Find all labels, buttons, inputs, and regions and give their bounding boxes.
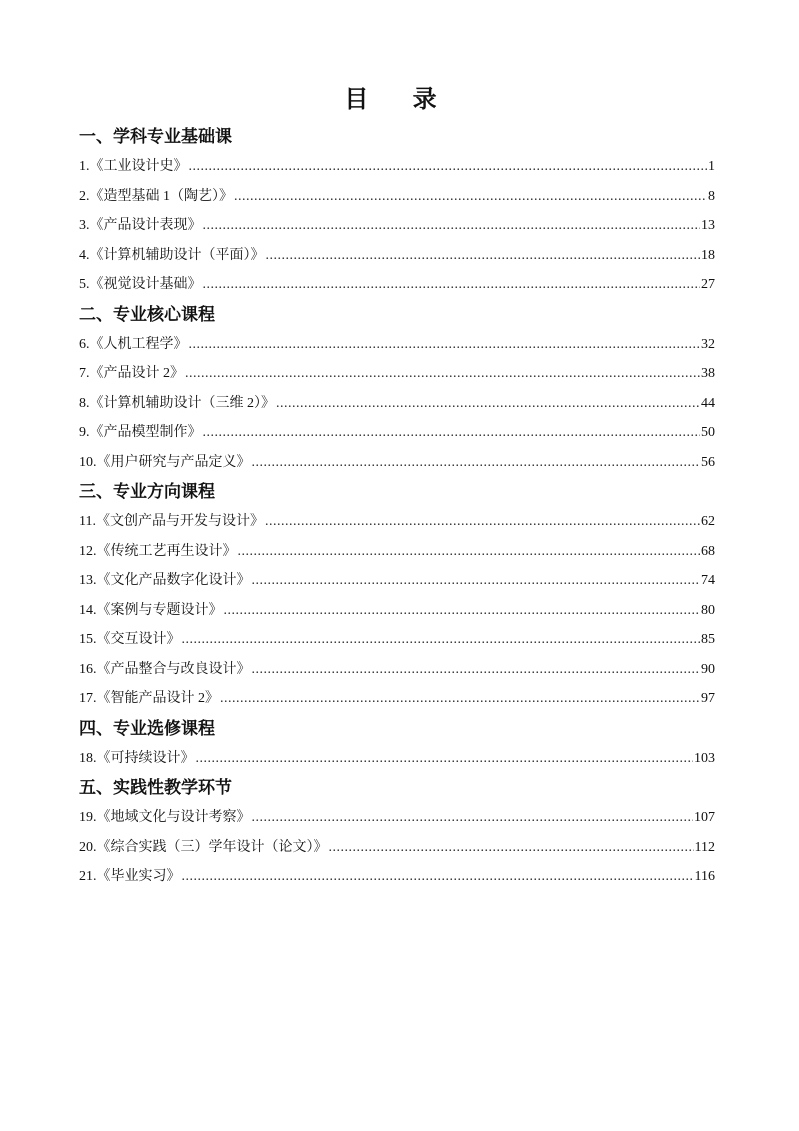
dot-leader (252, 566, 701, 596)
toc-entry-page-number: 62 (701, 514, 715, 529)
toc-entry-page-number: 103 (694, 750, 715, 766)
toc-entry-title: 20.《综合实践（三）学年设计（论文）》 (79, 839, 328, 855)
page-title: 目 录 (344, 85, 455, 113)
toc-entry[interactable] (79, 389, 715, 419)
dot-leader (266, 241, 701, 271)
toc-entry-title: 14.《案例与专题设计》 (79, 602, 223, 618)
toc-entry-page-number: 32 (701, 336, 715, 352)
toc-entry[interactable] (79, 537, 715, 567)
toc-entry-page-number: 8 (708, 188, 715, 204)
toc-entry[interactable] (79, 625, 715, 655)
toc-entry-title: 6.《人机工程学》 (79, 336, 188, 352)
toc-entry-page-number: 1 (708, 159, 715, 174)
toc-entry-title: 11.《文创产品与开发与设计》 (79, 514, 264, 529)
toc-entry-title: 10.《用户研究与产品定义》 (79, 454, 251, 470)
toc-entry-title: 7.《产品设计 2》 (79, 366, 184, 381)
toc-entry-title: 13.《文化产品数字化设计》 (79, 573, 251, 588)
toc-entry-page-number: 13 (701, 218, 715, 233)
toc-entry-title: 4.《计算机辅助设计（平面）》 (79, 247, 265, 263)
toc-entry[interactable] (79, 803, 715, 833)
toc-entry-title: 18.《可持续设计》 (79, 750, 195, 766)
toc-entry-page-number: 107 (694, 810, 715, 825)
toc-entry-title: 15.《交互设计》 (79, 632, 181, 647)
toc-entry-page-number: 27 (701, 277, 715, 292)
toc-entry-page-number: 74 (701, 573, 715, 588)
toc-entry[interactable] (79, 270, 715, 300)
toc-entry-title: 16.《产品整合与改良设计》 (79, 661, 251, 677)
table-of-contents (79, 122, 715, 892)
dot-leader (329, 833, 694, 863)
toc-entry[interactable] (79, 359, 715, 389)
toc-entry-title: 3.《产品设计表现》 (79, 218, 202, 233)
toc-entry-page-number: 116 (694, 869, 715, 884)
dot-leader (252, 448, 701, 478)
toc-entry-page-number: 80 (701, 602, 715, 618)
toc-entry-title: 21.《毕业实习》 (79, 869, 181, 884)
toc-entry-page-number: 97 (701, 691, 715, 706)
dot-leader (238, 537, 701, 567)
section-heading: 四、专业选修课程 (79, 718, 215, 739)
dot-leader (203, 418, 701, 448)
dot-leader (203, 270, 701, 300)
toc-entry-page-number: 18 (701, 247, 715, 263)
toc-entry[interactable] (79, 418, 715, 448)
dot-leader (252, 803, 694, 833)
dot-leader (224, 596, 701, 626)
dot-leader (189, 152, 708, 182)
dot-leader (265, 507, 700, 537)
toc-entry[interactable] (79, 744, 715, 774)
toc-entry-title: 5.《视觉设计基础》 (79, 277, 202, 292)
toc-entry-page-number: 38 (701, 366, 715, 381)
toc-entry[interactable] (79, 655, 715, 685)
toc-entry[interactable] (79, 152, 715, 182)
dot-leader (185, 359, 700, 389)
toc-entry[interactable] (79, 448, 715, 478)
toc-entry-title: 9.《产品模型制作》 (79, 425, 202, 440)
dot-leader (220, 684, 700, 714)
dot-leader (196, 744, 694, 774)
dot-leader (252, 655, 701, 685)
toc-entry-title: 12.《传统工艺再生设计》 (79, 543, 237, 559)
toc-entry[interactable] (79, 241, 715, 271)
dot-leader (203, 211, 701, 241)
toc-entry-page-number: 50 (701, 425, 715, 440)
dot-leader (182, 625, 701, 655)
section-heading: 一、学科专业基础课 (79, 127, 232, 147)
toc-entry-title: 17.《智能产品设计 2》 (79, 691, 219, 706)
dot-leader (276, 389, 700, 419)
toc-entry[interactable] (79, 330, 715, 360)
section-heading: 三、专业方向课程 (79, 482, 215, 502)
toc-entry-page-number: 112 (694, 839, 715, 855)
section-heading: 五、实践性教学环节 (79, 778, 232, 798)
toc-entry[interactable] (79, 211, 715, 241)
toc-entry[interactable] (79, 566, 715, 596)
toc-entry-page-number: 68 (701, 543, 715, 559)
toc-entry-title: 1.《工业设计史》 (79, 159, 188, 174)
toc-entry[interactable] (79, 833, 715, 863)
toc-entry-page-number: 44 (701, 395, 715, 411)
dot-leader (189, 330, 701, 360)
toc-entry-page-number: 90 (701, 661, 715, 677)
toc-entry-page-number: 56 (701, 454, 715, 470)
toc-entry[interactable] (79, 596, 715, 626)
toc-entry[interactable] (79, 862, 715, 892)
dot-leader (182, 862, 694, 892)
toc-entry-title: 8.《计算机辅助设计（三维 2）》 (79, 395, 275, 411)
toc-entry[interactable] (79, 507, 715, 537)
toc-entry[interactable] (79, 182, 715, 212)
toc-entry-page-number: 85 (701, 632, 715, 647)
toc-entry[interactable] (79, 684, 715, 714)
dot-leader (234, 182, 707, 212)
section-heading: 二、专业核心课程 (79, 304, 215, 325)
toc-entry-title: 19.《地域文化与设计考察》 (79, 810, 251, 825)
toc-entry-title: 2.《造型基础 1（陶艺）》 (79, 188, 233, 204)
